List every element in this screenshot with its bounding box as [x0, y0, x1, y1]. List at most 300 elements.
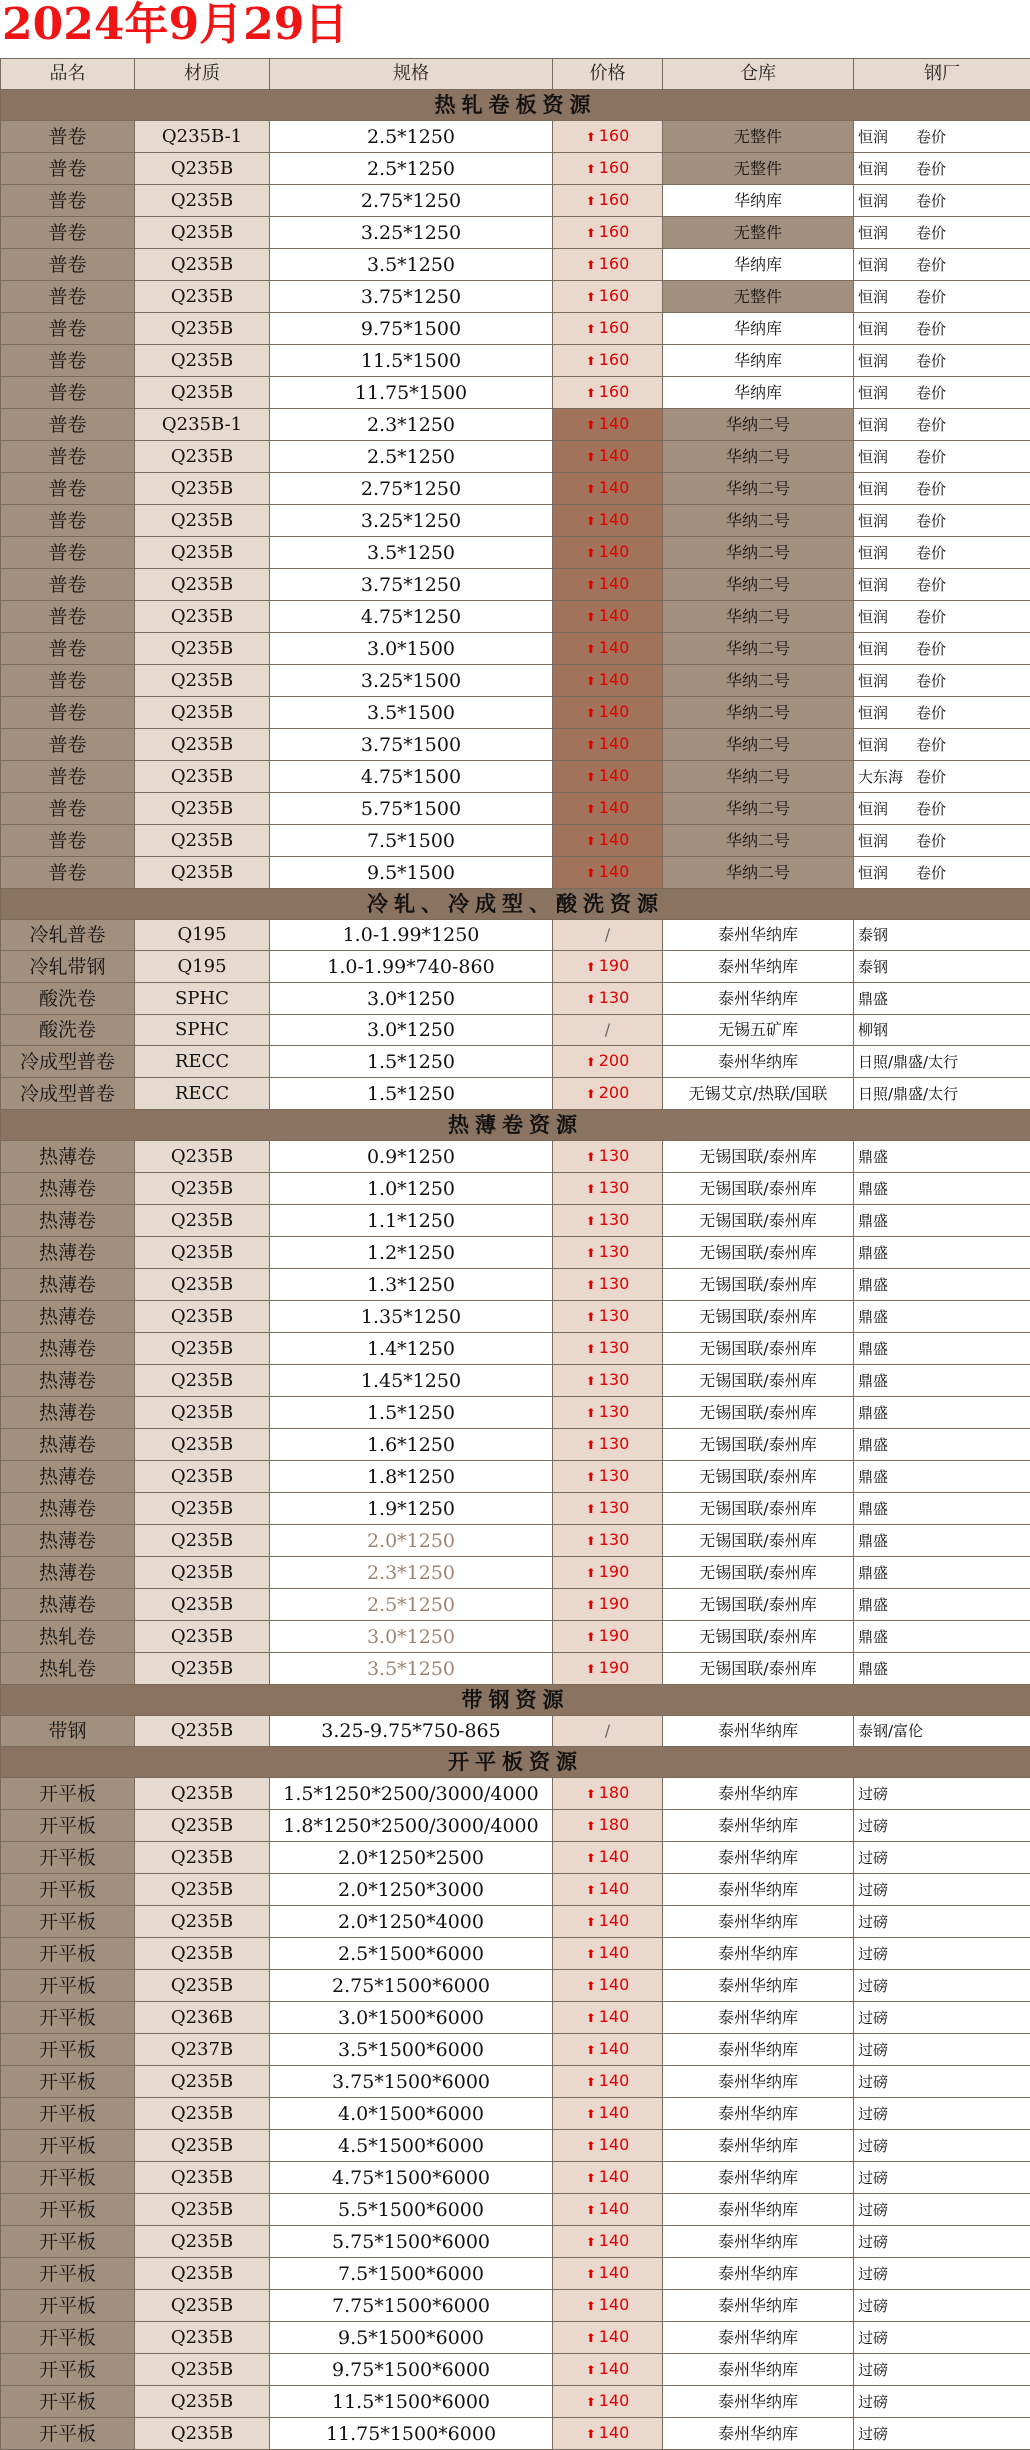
- up-arrow-icon: ⬆: [586, 226, 596, 240]
- price-value: 160: [599, 190, 630, 209]
- spec-cell: 7.75*1500*6000: [270, 2290, 553, 2322]
- price-value: 140: [599, 2231, 630, 2250]
- mill-cell: [854, 729, 1030, 761]
- material-cell: Q235B: [135, 1906, 270, 1938]
- spec-cell: 1.1*1250: [270, 1205, 553, 1237]
- price-cell: [553, 2130, 663, 2162]
- price-value: 140: [599, 2359, 630, 2378]
- product-name-cell: 热薄卷: [1, 1237, 135, 1269]
- price-value: 130: [599, 1370, 630, 1389]
- mill-name: 恒润: [858, 378, 916, 408]
- table-row: [1, 1653, 1030, 1685]
- mill-name: 鼎盛: [858, 1366, 916, 1396]
- material-cell: RECC: [135, 1046, 270, 1078]
- product-name-cell: 热薄卷: [1, 1397, 135, 1429]
- mill-name: 日照/鼎盛/太行: [858, 1047, 958, 1077]
- up-arrow-icon: ⬆: [586, 1406, 596, 1420]
- product-name-cell: 开平板: [1, 2130, 135, 2162]
- warehouse-cell: 泰州华纳库: [663, 1810, 854, 1842]
- price-value: 140: [599, 766, 630, 785]
- mill-name: 鼎盛: [858, 1654, 916, 1684]
- spec-cell: 5.75*1500*6000: [270, 2226, 553, 2258]
- price-cell: [553, 505, 663, 537]
- warehouse-cell: 泰州华纳库: [663, 920, 854, 951]
- up-arrow-icon: ⬆: [586, 834, 596, 848]
- up-arrow-icon: ⬆: [586, 2331, 596, 2345]
- material-cell: Q235B: [135, 1938, 270, 1970]
- spec-cell: 1.0-1.99*1250: [270, 920, 553, 951]
- price-value: 140: [599, 2199, 630, 2218]
- product-name-cell: 开平板: [1, 2322, 135, 2354]
- price-value: 140: [599, 1975, 630, 1994]
- mill-name: 鼎盛: [858, 1462, 916, 1492]
- table-row: [1, 951, 1030, 983]
- table-row: [1, 2098, 1030, 2130]
- price-value: 190: [599, 1658, 630, 1677]
- table-row: [1, 185, 1030, 217]
- spec-cell: 1.3*1250: [270, 1269, 553, 1301]
- spec-cell: 3.0*1500*6000: [270, 2002, 553, 2034]
- warehouse-cell: 泰州华纳库: [663, 2066, 854, 2098]
- mill-name: 恒润: [858, 410, 916, 440]
- mill-name: 日照/鼎盛/太行: [858, 1079, 958, 1109]
- price-value: /: [605, 1721, 610, 1740]
- price-cell: [553, 1461, 663, 1493]
- product-name-cell: 热薄卷: [1, 1269, 135, 1301]
- mill-name: 恒润: [858, 122, 916, 152]
- price-cell: [553, 2354, 663, 2386]
- up-arrow-icon: ⬆: [586, 2107, 596, 2121]
- product-name-cell: 开平板: [1, 2098, 135, 2130]
- spec-cell: 7.5*1500*6000: [270, 2258, 553, 2290]
- up-arrow-icon: ⬆: [586, 258, 596, 272]
- price-cell: [553, 569, 663, 601]
- price-basis-note: 卷价: [916, 864, 946, 882]
- spec-cell: 9.5*1500: [270, 857, 553, 889]
- price-basis-note: 卷价: [916, 480, 946, 498]
- price-value: 160: [599, 158, 630, 177]
- spec-cell: 4.75*1500*6000: [270, 2162, 553, 2194]
- mill-name: 鼎盛: [858, 1622, 916, 1652]
- mill-cell: [854, 1078, 1030, 1110]
- mill-name: 恒润: [858, 858, 916, 888]
- up-arrow-icon: ⬆: [586, 514, 596, 528]
- warehouse-cell: 无锡国联/泰州库: [663, 1461, 854, 1493]
- mill-name: 恒润: [858, 666, 916, 696]
- price-cell: [553, 2418, 663, 2450]
- spec-cell: 1.5*1250: [270, 1078, 553, 1110]
- header-price: 价格: [553, 59, 663, 90]
- price-cell: [553, 1970, 663, 2002]
- material-cell: Q235B: [135, 2258, 270, 2290]
- up-arrow-icon: ⬆: [586, 354, 596, 368]
- price-cell: [553, 857, 663, 889]
- spec-cell: 1.5*1250: [270, 1397, 553, 1429]
- mill-name: 恒润: [858, 218, 916, 248]
- up-arrow-icon: ⬆: [586, 1182, 596, 1196]
- price-cell: [553, 1237, 663, 1269]
- price-cell: [553, 2258, 663, 2290]
- table-row: [1, 2354, 1030, 2386]
- price-table: [0, 58, 1030, 2450]
- warehouse-cell: 华纳二号: [663, 569, 854, 601]
- table-row: [1, 2130, 1030, 2162]
- table-row: [1, 1557, 1030, 1589]
- table-row: [1, 249, 1030, 281]
- spec-cell: 3.25*1500: [270, 665, 553, 697]
- mill-name: 恒润: [858, 442, 916, 472]
- price-cell: [553, 1205, 663, 1237]
- price-basis-note: 卷价: [916, 608, 946, 626]
- price-cell: [553, 313, 663, 345]
- material-cell: Q235B-1: [135, 409, 270, 441]
- up-arrow-icon: ⬆: [586, 706, 596, 720]
- price-cell: [553, 2194, 663, 2226]
- spec-cell: 4.75*1250: [270, 601, 553, 633]
- material-cell: Q235B: [135, 1237, 270, 1269]
- table-row: [1, 857, 1030, 889]
- price-cell: [553, 1429, 663, 1461]
- mill-cell: [854, 1906, 1030, 1938]
- material-cell: Q235B: [135, 2354, 270, 2386]
- price-value: 140: [599, 414, 630, 433]
- price-value: 130: [599, 988, 630, 1007]
- table-row: [1, 729, 1030, 761]
- mill-name: 鼎盛: [858, 1142, 916, 1172]
- warehouse-cell: 无锡国联/泰州库: [663, 1301, 854, 1333]
- spec-cell: 3.75*1500: [270, 729, 553, 761]
- product-name-cell: 开平板: [1, 1938, 135, 1970]
- product-name-cell: 开平板: [1, 1970, 135, 2002]
- price-value: 140: [599, 1943, 630, 1962]
- spec-cell: 3.75*1250: [270, 569, 553, 601]
- up-arrow-icon: ⬆: [586, 1502, 596, 1516]
- price-cell: [553, 1078, 663, 1110]
- spec-cell: 3.5*1250: [270, 1653, 553, 1685]
- table-row: [1, 1716, 1030, 1747]
- mill-name: 鼎盛: [858, 1398, 916, 1428]
- table-row: [1, 345, 1030, 377]
- warehouse-cell: 华纳二号: [663, 665, 854, 697]
- price-value: 140: [599, 446, 630, 465]
- material-cell: Q235B: [135, 1653, 270, 1685]
- price-value: 130: [599, 1466, 630, 1485]
- material-cell: Q235B: [135, 2098, 270, 2130]
- material-cell: Q235B: [135, 1461, 270, 1493]
- mill-cell: [854, 920, 1030, 951]
- mill-cell: [854, 1205, 1030, 1237]
- material-cell: Q235B: [135, 1716, 270, 1747]
- product-name-cell: 普卷: [1, 825, 135, 857]
- mill-cell: [854, 1237, 1030, 1269]
- price-cell: [553, 185, 663, 217]
- warehouse-cell: 无锡国联/泰州库: [663, 1525, 854, 1557]
- mill-cell: [854, 1970, 1030, 2002]
- spec-cell: 3.0*1500: [270, 633, 553, 665]
- price-cell: [553, 697, 663, 729]
- warehouse-cell: 华纳二号: [663, 537, 854, 569]
- mill-cell: [854, 1333, 1030, 1365]
- mill-name: 恒润: [858, 314, 916, 344]
- price-cell: [553, 537, 663, 569]
- mill-name: 过磅: [858, 1971, 916, 2001]
- mill-name: 恒润: [858, 602, 916, 632]
- price-value: 140: [599, 574, 630, 593]
- material-cell: Q235B: [135, 601, 270, 633]
- mill-cell: [854, 697, 1030, 729]
- material-cell: Q235B: [135, 2386, 270, 2418]
- mill-name: 恒润: [858, 794, 916, 824]
- mill-name: 过磅: [858, 1939, 916, 1969]
- table-row: [1, 1205, 1030, 1237]
- section-title: 带钢资源: [1, 1685, 1030, 1716]
- up-arrow-icon: ⬆: [586, 1438, 596, 1452]
- price-value: 140: [599, 2263, 630, 2282]
- product-name-cell: 开平板: [1, 2194, 135, 2226]
- price-cell: [553, 1906, 663, 1938]
- section-header-row: [1, 90, 1030, 121]
- mill-cell: [854, 2354, 1030, 2386]
- price-value: 130: [599, 1178, 630, 1197]
- spec-cell: 1.5*1250*2500/3000/4000: [270, 1778, 553, 1810]
- spec-cell: 2.75*1250: [270, 473, 553, 505]
- warehouse-cell: 泰州华纳库: [663, 1046, 854, 1078]
- up-arrow-icon: ⬆: [586, 2139, 596, 2153]
- material-cell: RECC: [135, 1078, 270, 1110]
- table-row: [1, 665, 1030, 697]
- material-cell: Q235B: [135, 857, 270, 889]
- product-name-cell: 热薄卷: [1, 1589, 135, 1621]
- product-name-cell: 开平板: [1, 1874, 135, 1906]
- price-cell: [553, 1842, 663, 1874]
- mill-cell: [854, 1621, 1030, 1653]
- product-name-cell: 带钢: [1, 1716, 135, 1747]
- warehouse-cell: 泰州华纳库: [663, 2162, 854, 2194]
- table-row: [1, 1493, 1030, 1525]
- mill-name: 鼎盛: [858, 1494, 916, 1524]
- price-cell: [553, 2162, 663, 2194]
- spec-cell: 1.0-1.99*740-860: [270, 951, 553, 983]
- mill-cell: [854, 951, 1030, 983]
- mill-name: 恒润: [858, 346, 916, 376]
- product-name-cell: 热轧卷: [1, 1621, 135, 1653]
- mill-cell: [854, 1716, 1030, 1747]
- up-arrow-icon: ⬆: [586, 738, 596, 752]
- product-name-cell: 热薄卷: [1, 1493, 135, 1525]
- warehouse-cell: 无锡国联/泰州库: [663, 1269, 854, 1301]
- mill-name: 鼎盛: [858, 1526, 916, 1556]
- material-cell: Q235B: [135, 1621, 270, 1653]
- mill-name: 过磅: [858, 1875, 916, 1905]
- material-cell: Q235B: [135, 1874, 270, 1906]
- price-value: 140: [599, 2135, 630, 2154]
- mill-name: 过磅: [858, 2195, 916, 2225]
- up-arrow-icon: ⬆: [586, 194, 596, 208]
- mill-name: 恒润: [858, 538, 916, 568]
- warehouse-cell: 华纳二号: [663, 729, 854, 761]
- product-name-cell: 热薄卷: [1, 1461, 135, 1493]
- up-arrow-icon: ⬆: [586, 1915, 596, 1929]
- table-row: [1, 153, 1030, 185]
- warehouse-cell: 无锡国联/泰州库: [663, 1205, 854, 1237]
- section-title: 热薄卷资源: [1, 1110, 1030, 1141]
- spec-cell: 3.25*1250: [270, 505, 553, 537]
- spec-cell: 7.5*1500: [270, 825, 553, 857]
- spec-cell: 1.6*1250: [270, 1429, 553, 1461]
- up-arrow-icon: ⬆: [586, 2011, 596, 2025]
- header-row: [1, 59, 1030, 90]
- section-header-row: [1, 1110, 1030, 1141]
- price-value: 140: [599, 862, 630, 881]
- up-arrow-icon: ⬆: [586, 450, 596, 464]
- section-header-row: [1, 1685, 1030, 1716]
- warehouse-cell: 泰州华纳库: [663, 2258, 854, 2290]
- material-cell: Q235B: [135, 1557, 270, 1589]
- up-arrow-icon: ⬆: [586, 1851, 596, 1865]
- product-name-cell: 冷成型普卷: [1, 1078, 135, 1110]
- up-arrow-icon: ⬆: [586, 1374, 596, 1388]
- product-name-cell: 热薄卷: [1, 1301, 135, 1333]
- price-value: 140: [599, 798, 630, 817]
- price-cell: [553, 1716, 663, 1747]
- material-cell: Q235B: [135, 217, 270, 249]
- material-cell: Q235B: [135, 505, 270, 537]
- price-cell: [553, 1653, 663, 1685]
- price-value: 160: [599, 254, 630, 273]
- price-value: 180: [599, 1815, 630, 1834]
- product-name-cell: 普卷: [1, 761, 135, 793]
- product-name-cell: 冷轧普卷: [1, 920, 135, 951]
- price-value: 160: [599, 222, 630, 241]
- warehouse-cell: 泰州华纳库: [663, 2290, 854, 2322]
- price-value: 140: [599, 2167, 630, 2186]
- price-basis-note: 卷价: [916, 704, 946, 722]
- warehouse-cell: 泰州华纳库: [663, 2130, 854, 2162]
- material-cell: Q235B: [135, 1333, 270, 1365]
- spec-cell: 3.75*1500*6000: [270, 2066, 553, 2098]
- mill-cell: [854, 2386, 1030, 2418]
- product-name-cell: 普卷: [1, 793, 135, 825]
- spec-cell: 1.0*1250: [270, 1173, 553, 1205]
- price-cell: [553, 1493, 663, 1525]
- table-row: [1, 2066, 1030, 2098]
- up-arrow-icon: ⬆: [586, 1055, 596, 1069]
- mill-name: 恒润: [858, 730, 916, 760]
- material-cell: Q235B: [135, 377, 270, 409]
- warehouse-cell: 无锡国联/泰州库: [663, 1333, 854, 1365]
- up-arrow-icon: ⬆: [586, 1630, 596, 1644]
- mill-name: 过磅: [858, 2355, 916, 2385]
- price-value: 200: [599, 1083, 630, 1102]
- warehouse-cell: 华纳二号: [663, 409, 854, 441]
- price-cell: [553, 2066, 663, 2098]
- mill-name: 鼎盛: [858, 1238, 916, 1268]
- material-cell: Q235B: [135, 793, 270, 825]
- spec-cell: 1.8*1250: [270, 1461, 553, 1493]
- mill-cell: [854, 633, 1030, 665]
- spec-cell: 11.5*1500*6000: [270, 2386, 553, 2418]
- table-row: [1, 1078, 1030, 1110]
- table-row: [1, 281, 1030, 313]
- material-cell: Q235B: [135, 1525, 270, 1557]
- mill-cell: [854, 2034, 1030, 2066]
- warehouse-cell: 无锡国联/泰州库: [663, 1141, 854, 1173]
- material-cell: Q235B: [135, 633, 270, 665]
- price-value: 140: [599, 638, 630, 657]
- product-name-cell: 热薄卷: [1, 1333, 135, 1365]
- spec-cell: 1.35*1250: [270, 1301, 553, 1333]
- mill-cell: [854, 2258, 1030, 2290]
- product-name-cell: 普卷: [1, 505, 135, 537]
- warehouse-cell: 无整件: [663, 153, 854, 185]
- material-cell: Q235B: [135, 473, 270, 505]
- material-cell: Q235B: [135, 345, 270, 377]
- mill-name: 过磅: [858, 2099, 916, 2129]
- material-cell: Q235B: [135, 1173, 270, 1205]
- product-name-cell: 开平板: [1, 2258, 135, 2290]
- product-name-cell: 开平板: [1, 1810, 135, 1842]
- warehouse-cell: 华纳库: [663, 313, 854, 345]
- material-cell: Q235B: [135, 697, 270, 729]
- mill-cell: [854, 1015, 1030, 1046]
- material-cell: Q235B: [135, 1493, 270, 1525]
- up-arrow-icon: ⬆: [586, 2075, 596, 2089]
- product-name-cell: 普卷: [1, 633, 135, 665]
- warehouse-cell: 泰州华纳库: [663, 2002, 854, 2034]
- material-cell: Q235B: [135, 1205, 270, 1237]
- spec-cell: 11.75*1500*6000: [270, 2418, 553, 2450]
- material-cell: Q235B: [135, 1141, 270, 1173]
- warehouse-cell: 华纳二号: [663, 761, 854, 793]
- mill-cell: [854, 825, 1030, 857]
- material-cell: SPHC: [135, 983, 270, 1015]
- table-row: [1, 2258, 1030, 2290]
- price-cell: [553, 1557, 663, 1589]
- product-name-cell: 开平板: [1, 2226, 135, 2258]
- header-name: 品名: [1, 59, 135, 90]
- spec-cell: 4.75*1500: [270, 761, 553, 793]
- price-cell: [553, 601, 663, 633]
- mill-cell: [854, 1557, 1030, 1589]
- price-value: 140: [599, 606, 630, 625]
- warehouse-cell: 泰州华纳库: [663, 1906, 854, 1938]
- warehouse-cell: 泰州华纳库: [663, 983, 854, 1015]
- price-value: 140: [599, 2295, 630, 2314]
- warehouse-cell: 无锡五矿库: [663, 1015, 854, 1046]
- mill-cell: [854, 153, 1030, 185]
- up-arrow-icon: ⬆: [586, 386, 596, 400]
- up-arrow-icon: ⬆: [586, 1246, 596, 1260]
- spec-cell: 3.5*1500*6000: [270, 2034, 553, 2066]
- product-name-cell: 开平板: [1, 2418, 135, 2450]
- price-basis-note: 卷价: [916, 384, 946, 402]
- mill-name: 恒润: [858, 570, 916, 600]
- warehouse-cell: 无锡国联/泰州库: [663, 1621, 854, 1653]
- table-row: [1, 1365, 1030, 1397]
- spec-cell: 3.0*1250: [270, 983, 553, 1015]
- price-basis-note: 卷价: [916, 832, 946, 850]
- mill-name: 泰钢: [858, 920, 916, 950]
- spec-cell: 2.0*1250*2500: [270, 1842, 553, 1874]
- up-arrow-icon: ⬆: [586, 2171, 596, 2185]
- mill-name: 鼎盛: [858, 984, 916, 1014]
- warehouse-cell: 无锡国联/泰州库: [663, 1397, 854, 1429]
- price-value: 160: [599, 286, 630, 305]
- mill-cell: [854, 1269, 1030, 1301]
- product-name-cell: 热轧卷: [1, 1653, 135, 1685]
- warehouse-cell: 无整件: [663, 217, 854, 249]
- mill-cell: [854, 1397, 1030, 1429]
